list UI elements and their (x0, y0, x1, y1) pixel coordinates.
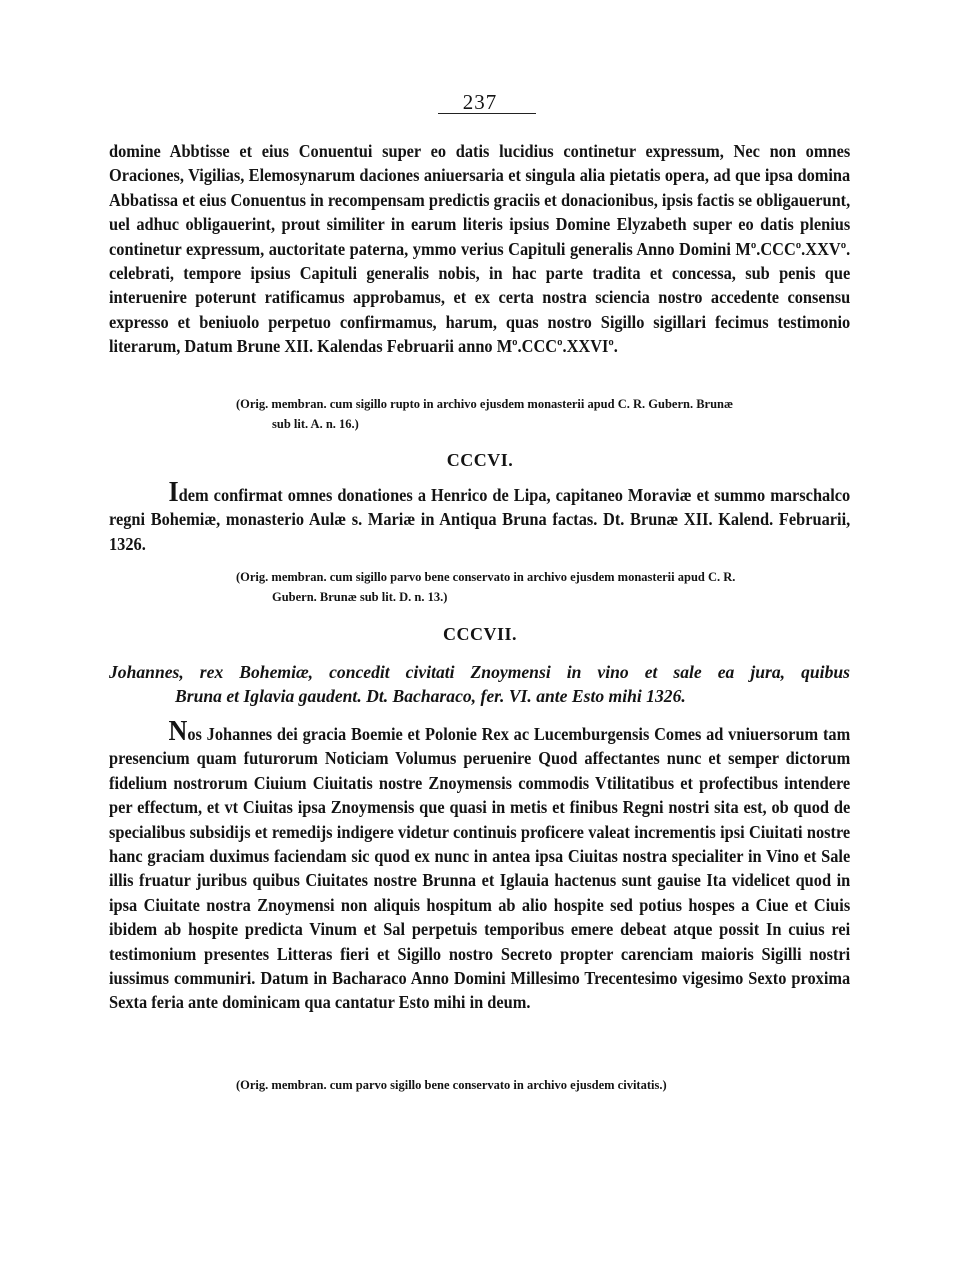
document-307-text (109, 716, 851, 1015)
document-307-source-note: (Orig. membran. cum parvo sigillo bene conservato in archivo ejusdem civitatis.) (236, 1078, 667, 1092)
document-306-body: dem confirmat omnes donationes a Henrico de Lipa, capitaneo Moraviæ et summo marschalco regni Bohemiæ, monasterio Aulæ s. Mariæ in Antiqua Bruna factas. Dt. Brunæ XII. Kalend. Februarii, 1326. (109, 485, 851, 554)
page-number-rule (438, 113, 536, 114)
document-306-text (109, 477, 851, 556)
page-number: 237 (462, 90, 498, 114)
drop-cap: I (168, 477, 179, 508)
document-305-source-note (236, 394, 850, 434)
note-line: sub lit. A. n. 16.) (272, 417, 359, 431)
document-307-body: os Johannes dei gracia Boemie et Polonie Rex ac Lucemburgensis Comes ad vniuersorum tam presencium quam futurorum Noticiam Volumus peruenire Quod affectantes nunc et semper dictorum fidelium nostrorum Ciuium Ciuitatis nostre Znoymensis commodis Vtilitatibus et profectibus intendere per effectum, et vt Ciuitas ipsa Znoymensis que quasi in metis et finibus Regni nostri sita est, ob quod de specialibus subsidijs et remedijs indigere videtur continuis proficere valeat incrementis ipsi Ciuitati nostre hanc graciam duximus faciendam sic quod ex nunc in antea ipsa Ciuitas nostra specialiter in Vino et Sale illis fruatur juribus quibus Ciuitates nostre Brunna et Iglauia hactenus sunt gauise Ita videlicet quod in ipsa Ciuitate nostra Znoymensi non aliquis hospitum ab alio hospite sed potius hospes a Ciue et Ciuis ibidem ab hospite predicta Vinum et Sal perpetuis temporibus emere debeat atque possit In cuius rei testimonium presentes Litteras fieri et Sigillo nostro Secreto propter carenciam maioris Sigilli nostri iussimus communiri. Datum in Bacharaco Anno Domini Millesimo Trecentesimo vigesimo Sexto proxima Sexta feria ante dominicam qua cantatur Esto mihi in deum. (109, 724, 851, 1013)
note-line: (Orig. membran. cum sigillo parvo bene conservato in archivo ejusdem monasterii apud C. R. (236, 570, 736, 584)
summary-line: Bruna et Iglavia gaudent. Dt. Bacharaco, fer. VI. ante Esto mihi 1326. (175, 686, 686, 707)
document-307-summary (109, 660, 850, 709)
summary-line: Johannes, rex Bohemiæ, concedit civitati Znoymensi in vino et sale ea jura, quibus (109, 662, 850, 682)
drop-cap: N (168, 716, 188, 747)
note-line: Gubern. Brunæ sub lit. D. n. 13.) (272, 590, 448, 604)
document-305-text: domine Abbtisse et eius Conuentui super eo datis lucidius continetur expressum, Nec non omnes Oraciones, Vigilias, Elemosynarum daciones aniuersaria et singula alia pietatis opera, ad que ipsa domina Abbatissa et eius Conuentus in recompensam predictis graciis et donacionibus, ipsis factis se obligauerunt, uel adhuc obligauerint, prout similiter in earum literis ipsius Domine Elyzabeth super eo datis plenius continetur expressum, auctoritate paterna, ymmo verius Capituli generalis Anno Domini Mº.CCCº.XXVº. celebrati, tempore ipsius Capituli generalis nobis, in hac parte tradita et concessa, sub penis que interuenire poterunt ratificamus approbamus, et ex certa nostra sciencia nostro accedente consensu expresso et beniuolo perpetuo confirmamus, harum, quas nostro Sigillo sigillari fecimus testimonio literarum, Datum Brune XII. Kalendas Februarii anno Mº.CCCº.XXVIº. (109, 141, 851, 357)
document-306-source-note (236, 567, 850, 607)
note-line: (Orig. membran. cum sigillo rupto in archivo ejusdem monasterii apud C. R. Gubern. Brunæ (236, 397, 734, 411)
document-307-heading: CCCVII. (442, 624, 517, 644)
document-306-heading: CCCVI. (446, 450, 514, 470)
